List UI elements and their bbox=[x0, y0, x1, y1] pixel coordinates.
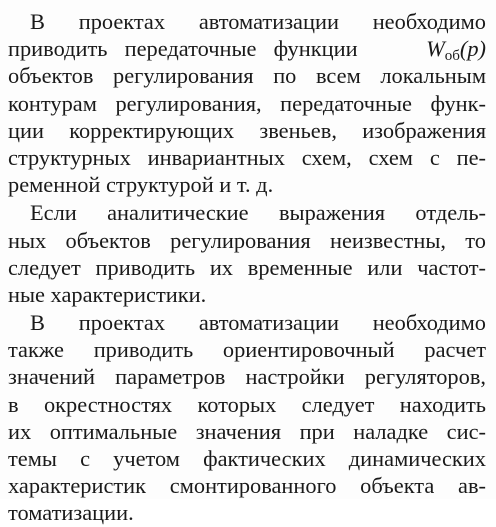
text-line: В проектах автоматизации необходимо bbox=[30, 9, 486, 34]
paragraph-2 bbox=[8, 199, 486, 308]
text-line: томатизации. bbox=[8, 500, 134, 526]
text-line: ные характеристики. bbox=[8, 281, 207, 307]
text-line: ции корректирующих звеньев, изображения bbox=[8, 117, 486, 143]
text-line: их оптимальные значения при наладке сис- bbox=[8, 418, 486, 444]
text-line: ременной структурой и т. д. bbox=[8, 172, 274, 198]
paragraph-3 bbox=[8, 309, 486, 527]
text-line: характеристик смонтированного объекта ав- bbox=[8, 473, 486, 499]
text-line-with-formula bbox=[8, 35, 486, 65]
text-line: значений параметров настройки регуляторов, bbox=[8, 364, 486, 390]
text-line: также приводить ориентировочный расчет bbox=[8, 337, 486, 363]
transfer-function-formula bbox=[426, 36, 486, 65]
text-line: темы с учетом фактических динамических bbox=[8, 446, 486, 471]
text-line: следует приводить их временные или частот- bbox=[8, 254, 486, 280]
text-line: в окрестностях которых следует находить bbox=[8, 391, 486, 417]
formula-argument: (p) bbox=[459, 36, 486, 62]
paragraph-1 bbox=[8, 8, 486, 198]
text-line: приводить передаточные функции bbox=[8, 36, 358, 62]
text-line: структурных инвариантных схем, схем с пе- bbox=[8, 144, 486, 170]
text-line: контурам регулирования, передаточные функ- bbox=[8, 90, 486, 116]
text-line: В проектах автоматизации необходимо bbox=[30, 310, 486, 336]
formula-symbol: W bbox=[426, 36, 445, 62]
text-line: Если аналитические выражения отдель- bbox=[30, 200, 486, 226]
text-line: объектов регулирования по всем локальным bbox=[8, 63, 486, 89]
formula-subscript: об bbox=[444, 48, 460, 65]
text-line: ных объектов регулирования неизвестны, то bbox=[8, 227, 486, 253]
